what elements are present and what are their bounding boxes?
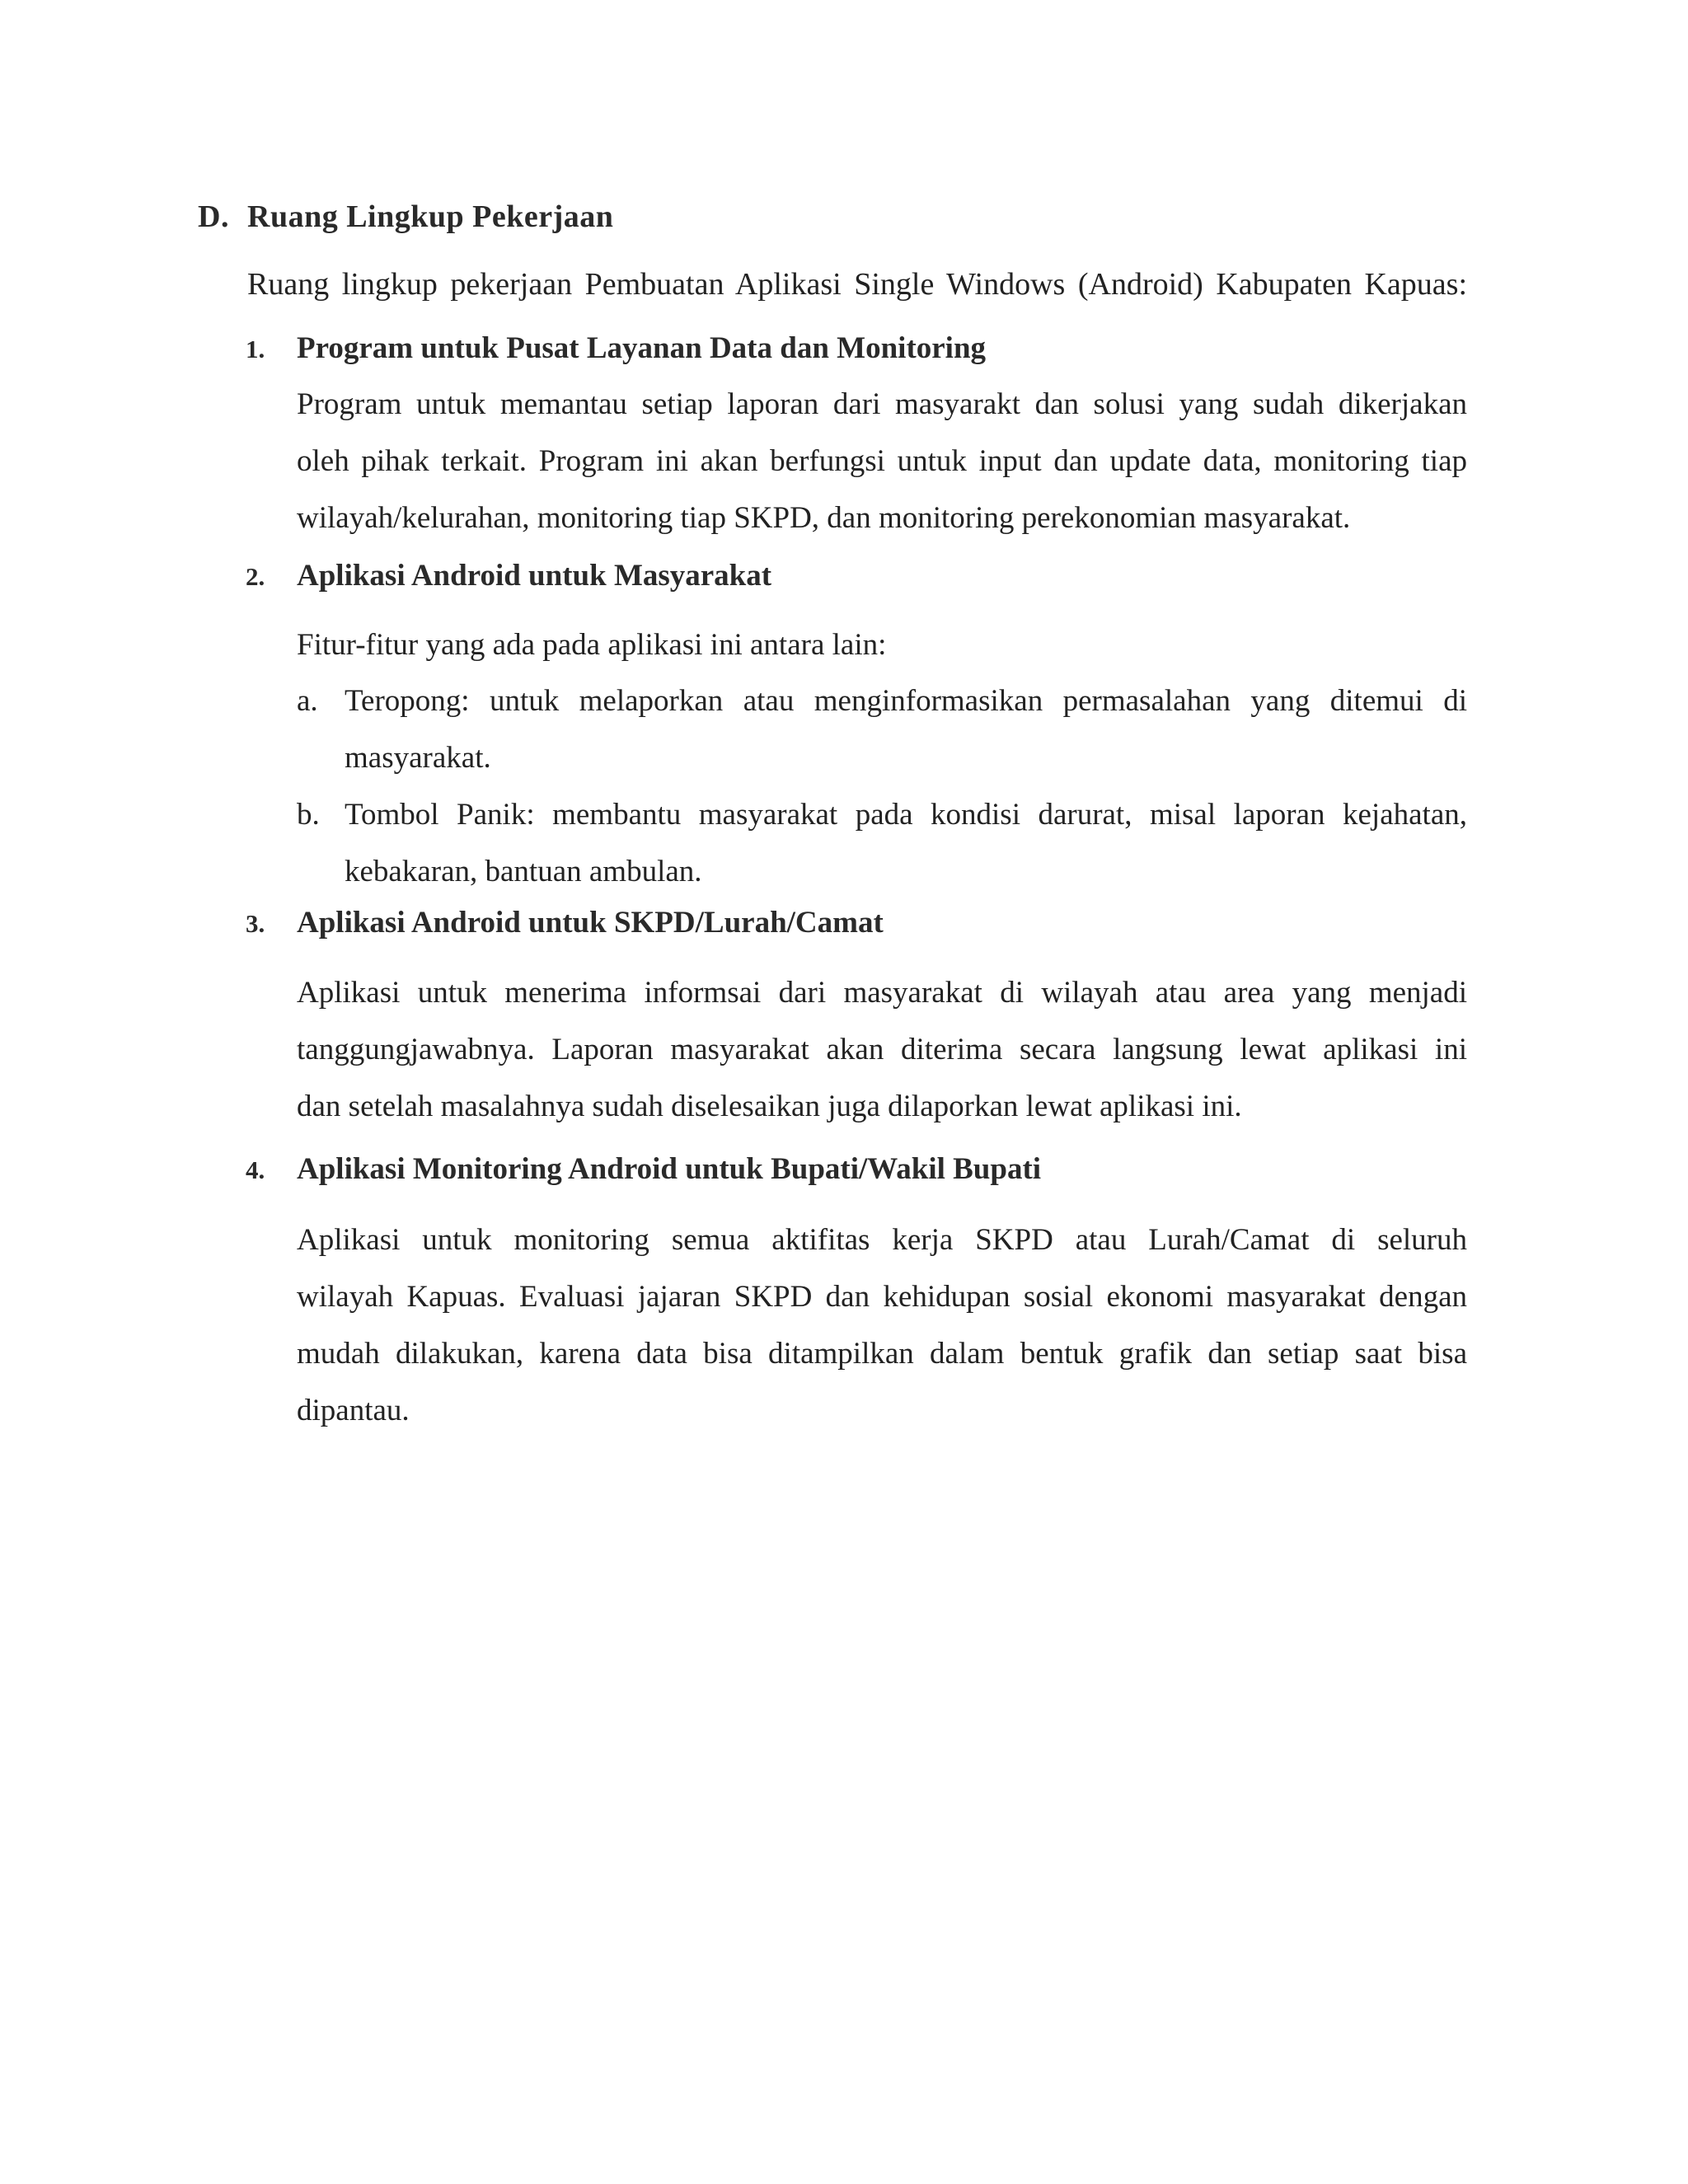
section-letter: D. (198, 199, 229, 234)
item-4-line: wilayah Kapuas. Evaluasi jajaran SKPD dan kehidupan sosial ekonomi masyarakat dengan (297, 1280, 1467, 1314)
sub-item-b-line: Tombol Panik: membantu masyarakat pada kondisi darurat, misal laporan kejahatan, (345, 798, 1467, 832)
item-2-number: 2. (246, 562, 265, 591)
item-4-paragraph (297, 1212, 1467, 1439)
item-3-line: Aplikasi untuk menerima informsai dari masyarakat di wilayah atau area yang menjadi (297, 976, 1467, 1010)
sub-item-b (297, 786, 1467, 900)
item-4-title (246, 1151, 1041, 1189)
item-4-line: mudah dilakukan, karena data bisa ditampilkan dalam bentuk grafik dan setiap saat bisa (297, 1337, 1467, 1371)
sub-item-b-line: kebakaran, bantuan ambulan. (345, 855, 702, 888)
sub-item-a-line: Teropong: untuk melaporkan atau menginformasikan permasalahan yang ditemui di (345, 684, 1467, 718)
item-3-heading: Aplikasi Android untuk SKPD/Lurah/Camat (297, 906, 884, 940)
section-intro: Ruang lingkup pekerjaan Pembuatan Aplikasi Single Windows (Android) Kabupaten Kapuas: (247, 267, 1467, 302)
item-1-line: wilayah/kelurahan, monitoring tiap SKPD, dan monitoring perekonomian masyarakat. (297, 501, 1351, 535)
sub-item-a (297, 673, 1467, 786)
sub-item-b-marker: b. (297, 798, 320, 832)
item-4-line: Aplikasi untuk monitoring semua aktifitas kerja SKPD atau Lurah/Camat di seluruh (297, 1223, 1467, 1257)
item-3-line: dan setelah masalahnya sudah diselesaikan juga dilaporkan lewat aplikasi ini. (297, 1090, 1242, 1123)
item-1-title (246, 330, 986, 368)
sub-item-a-line: masyarakat. (345, 741, 491, 775)
item-4-number: 4. (246, 1155, 265, 1184)
item-1-line: oleh pihak terkait. Program ini akan berfungsi untuk input dan update data, monitoring tiap (297, 444, 1467, 478)
section-heading (198, 198, 613, 236)
item-3-paragraph (297, 964, 1467, 1135)
item-1-heading: Program untuk Pusat Layanan Data dan Monitoring (297, 331, 987, 365)
item-2-line: Fitur-fitur yang ada pada aplikasi ini antara lain: (297, 628, 887, 662)
item-3-number: 3. (246, 909, 265, 938)
sub-item-a-marker: a. (297, 684, 318, 718)
item-3-line: tanggungjawabnya. Laporan masyarakat akan diterima secara langsung lewat aplikasi ini (297, 1033, 1467, 1066)
item-2-heading: Aplikasi Android untuk Masyarakat (297, 559, 772, 593)
item-1-number: 1. (246, 335, 265, 363)
item-2-paragraph (297, 616, 1467, 673)
item-1-line: Program untuk memantau setiap laporan dari masyarakt dan solusi yang sudah dikerjakan (297, 387, 1467, 421)
section-title: Ruang Lingkup Pekerjaan (247, 199, 614, 234)
item-1-paragraph (297, 376, 1467, 546)
item-3-title (246, 904, 884, 943)
item-4-heading: Aplikasi Monitoring Android untuk Bupati/Wakil Bupati (297, 1152, 1042, 1186)
item-2-title (246, 557, 771, 596)
item-4-line: dipantau. (297, 1394, 410, 1427)
